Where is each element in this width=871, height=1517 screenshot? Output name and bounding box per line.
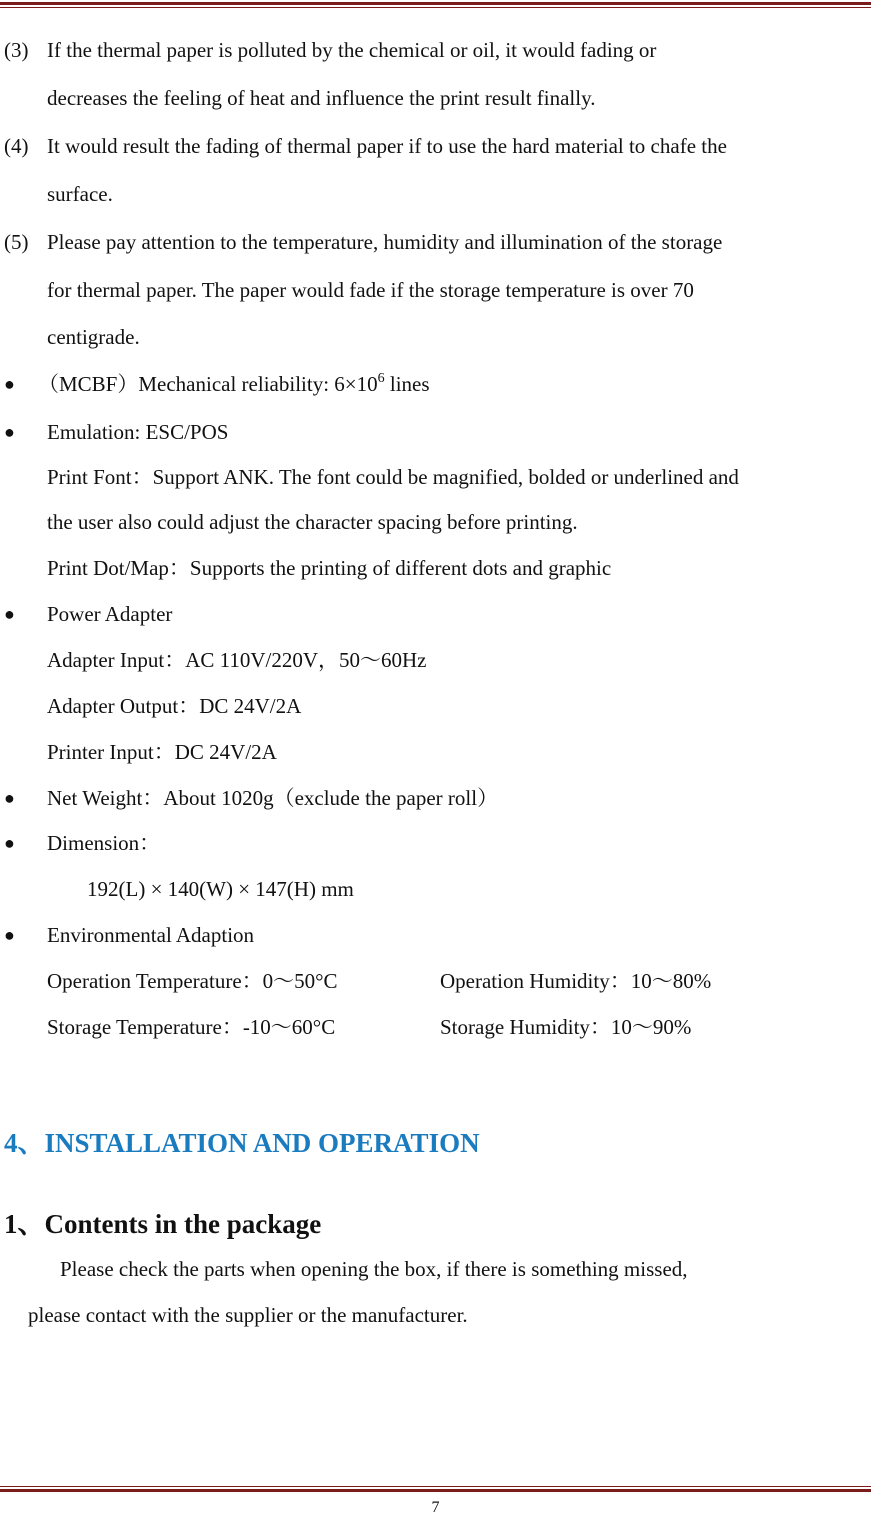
page-number: 7 <box>431 1499 440 1516</box>
storage-temperature: Storage Temperature：-10～60°C <box>47 1015 336 1039</box>
bullet-icon: ● <box>4 374 15 394</box>
section-heading: 4、INSTALLATION AND OPERATION <box>4 1128 480 1158</box>
emulation-title: Emulation: ESC/POS <box>47 420 229 444</box>
bottom-rule <box>0 1486 871 1492</box>
list-number: (5) <box>4 230 29 254</box>
dimension-title: Dimension： <box>47 831 161 855</box>
list-number: (4) <box>4 134 29 158</box>
list-number: (3) <box>4 38 29 62</box>
operation-temperature: Operation Temperature：0～50°C <box>47 969 338 993</box>
emulation-line: the user also could adjust the character spacing before printing. <box>47 510 578 534</box>
emulation-line: Print Font：Support ANK. The font could be magnified, bolded or underlined and <box>47 465 739 489</box>
power-title: Power Adapter <box>47 602 173 626</box>
bullet-icon: ● <box>4 604 15 624</box>
list-text: for thermal paper. The paper would fade if the storage temperature is over 70 <box>47 278 694 302</box>
subsection-heading: 1、Contents in the package <box>4 1209 322 1239</box>
list-text: If the thermal paper is polluted by the chemical or oil, it would fading or <box>47 38 657 62</box>
bullet-icon: ● <box>4 925 15 945</box>
bullet-icon: ● <box>4 422 15 442</box>
bullet-icon: ● <box>4 833 15 853</box>
dimension-value: 192(L) × 140(W) × 147(H) mm <box>87 877 354 901</box>
net-weight: Net Weight：About 1020g（exclude the paper roll） <box>47 786 499 810</box>
power-line: Adapter Output：DC 24V/2A <box>47 694 302 718</box>
top-rule <box>0 2 871 8</box>
power-line: Printer Input：DC 24V/2A <box>47 740 277 764</box>
environment-title: Environmental Adaption <box>47 923 255 947</box>
list-text: It would result the fading of thermal paper if to use the hard material to chafe the <box>47 134 727 158</box>
emulation-line: Print Dot/Map：Supports the printing of different dots and graphic <box>47 556 612 580</box>
list-text: Please pay attention to the temperature, humidity and illumination of the storage <box>47 230 723 254</box>
storage-humidity: Storage Humidity：10～90% <box>440 1015 692 1039</box>
mcbf-text: （MCBF）Mechanical reliability: $6\times 10^6$ lines <box>38 371 430 396</box>
list-text: decreases the feeling of heat and influence the print result finally. <box>47 86 596 110</box>
power-line: Adapter Input：AC 110V/220V，50～60Hz <box>47 648 427 672</box>
mcbf-exponent: 6 <box>377 371 385 386</box>
operation-humidity: Operation Humidity：10～80% <box>440 969 712 993</box>
list-text: surface. <box>47 182 113 206</box>
list-text: centigrade. <box>47 325 140 349</box>
paragraph-line: please contact with the supplier or the manufacturer. <box>28 1303 468 1327</box>
paragraph-line: Please check the parts when opening the box, if there is something missed, <box>60 1257 688 1281</box>
bullet-icon: ● <box>4 788 15 808</box>
